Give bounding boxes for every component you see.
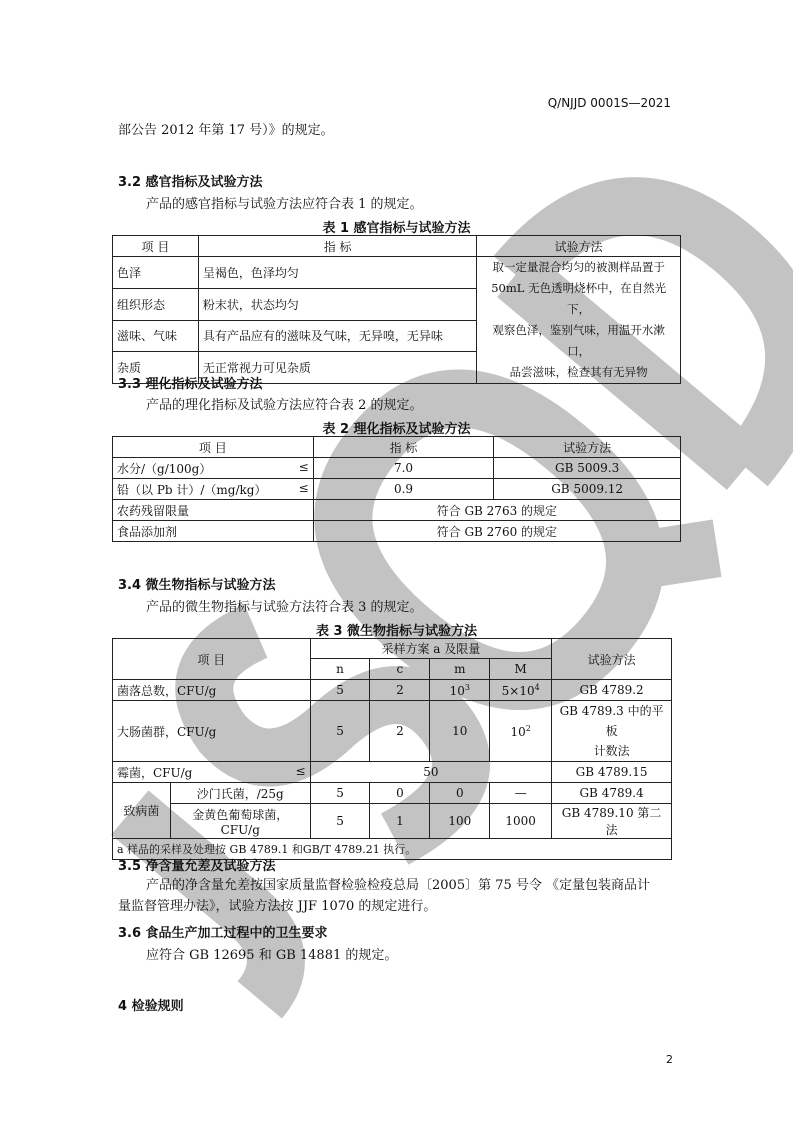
row-item: 食品添加剂	[113, 521, 314, 542]
section-4-heading: 4 检验规则	[118, 999, 184, 1014]
row-item: 杂质	[113, 352, 199, 384]
section-3-4-intro: 产品的微生物指标与试验方法符合表 3 的规定。	[146, 600, 423, 615]
header-method: 试验方法	[552, 639, 672, 680]
M-exponent: 2	[525, 723, 531, 733]
header-sampling-plan: 采样方案 a 及限量	[310, 639, 552, 659]
table-row	[113, 521, 681, 542]
table-row	[113, 680, 672, 701]
table-3-caption: 表 3 微生物指标与试验方法	[315, 624, 478, 639]
header-item: 项 目	[113, 639, 311, 680]
cell-method: GB 4789.15	[552, 762, 672, 783]
cell-M: —	[490, 783, 552, 804]
table-row	[113, 762, 672, 783]
header-item: 项 目	[113, 437, 314, 458]
header-m-lower: m	[430, 659, 490, 680]
header-spec: 指 标	[313, 437, 494, 458]
row-merged-spec: 符合 GB 2763 的规定	[313, 500, 680, 521]
page-number: 2	[666, 1053, 673, 1066]
table-row	[113, 479, 681, 500]
microbial-table	[112, 638, 672, 860]
cell-n: 5	[310, 804, 370, 839]
row-method: GB 5009.12	[494, 479, 681, 500]
method-line: 50mL 无色透明烧杯中，在自然光下，	[491, 281, 667, 316]
cell-M	[490, 701, 552, 762]
cell-m: 100	[430, 804, 490, 839]
section-3-5-line1: 产品的净含量允差按国家质量监督检验检疫总局〔2005〕第 75 号令 《定量包装商品计	[146, 878, 651, 893]
pathogen-group-label: 致病菌	[113, 783, 171, 839]
sensory-method	[477, 257, 681, 384]
row-spec: 7.0	[313, 458, 494, 479]
cell-method: GB 4789.2	[552, 680, 672, 701]
table-row	[113, 257, 681, 289]
section-3-6-text: 应符合 GB 12695 和 GB 14881 的规定。	[146, 948, 398, 963]
section-3-5-line2: 量监督管理办法》，试验方法按 JJF 1070 的规定进行。	[118, 899, 437, 914]
cell-M: 1000	[490, 804, 552, 839]
row-spec: 呈褐色，色泽均匀	[198, 257, 476, 289]
header-item: 项 目	[113, 236, 199, 257]
header-method: 试验方法	[494, 437, 681, 458]
table-2-caption: 表 2 理化指标及试验方法	[322, 422, 471, 437]
m-base: 10	[449, 683, 465, 698]
cell-limit: 50	[310, 762, 552, 783]
item-label: 霉菌，CFU/g	[117, 765, 193, 780]
method-line: 品尝滋味，检查其有无异物	[509, 365, 648, 379]
cell-n: 5	[310, 701, 370, 762]
row-item: 色泽	[113, 257, 199, 289]
cell-c: 2	[370, 680, 430, 701]
section-3-2-heading: 3.2 感官指标及试验方法	[118, 175, 263, 190]
continuation-text: 部公告 2012 年第 17 号）》的规定。	[118, 123, 334, 138]
section-3-3-intro: 产品的理化指标及试验方法应符合表 2 的规定。	[146, 398, 423, 413]
header-spec: 指 标	[198, 236, 476, 257]
document-code: Q/NJJD 0001S—2021	[547, 96, 671, 110]
cell-method	[552, 701, 672, 762]
M-base: 5×10	[501, 683, 535, 698]
table-row	[113, 458, 681, 479]
row-item	[113, 479, 314, 500]
section-3-6-heading: 3.6 食品生产加工过程中的卫生要求	[118, 926, 328, 941]
lte-symbol: ≤	[295, 763, 306, 778]
row-item: 金黄色葡萄球菌，CFU/g	[170, 804, 310, 839]
cell-method: GB 4789.4	[552, 783, 672, 804]
header-n: n	[310, 659, 370, 680]
cell-n: 5	[310, 783, 370, 804]
item-label: 水分/（g/100g）	[117, 461, 212, 476]
table-footnote: a 样品的采样及处理按 GB 4789.1 和GB/T 4789.21 执行。	[113, 839, 672, 860]
row-spec: 0.9	[313, 479, 494, 500]
row-item: 菌落总数，CFU/g	[113, 680, 311, 701]
row-item: 组织形态	[113, 288, 199, 320]
cell-n: 5	[310, 680, 370, 701]
row-item: 农药残留限量	[113, 500, 314, 521]
row-item: 滋味、气味	[113, 320, 199, 352]
cell-m: 10	[430, 701, 490, 762]
header-m-upper: M	[490, 659, 552, 680]
cell-m: 0	[430, 783, 490, 804]
row-spec: 具有产品应有的滋味及气味，无异嗅，无异味	[198, 320, 476, 352]
row-item	[113, 458, 314, 479]
row-item: 大肠菌群，CFU/g	[113, 701, 311, 762]
header-c: c	[370, 659, 430, 680]
table-row	[113, 783, 672, 804]
cell-method: GB 4789.10 第二法	[552, 804, 672, 839]
section-3-3-heading: 3.3 理化指标及试验方法	[118, 377, 263, 392]
table-row	[113, 804, 672, 839]
section-3-5-heading: 3.5 净含量允差及试验方法	[118, 859, 276, 874]
cell-m	[430, 680, 490, 701]
cell-M	[490, 680, 552, 701]
section-3-4-heading: 3.4 微生物指标与试验方法	[118, 578, 276, 593]
method-line: GB 4789.3 中的平板	[559, 704, 664, 738]
row-method: GB 5009.3	[494, 458, 681, 479]
method-line: 观察色泽，鉴别气味，用温开水漱口，	[492, 323, 665, 358]
row-merged-spec: 符合 GB 2760 的规定	[313, 521, 680, 542]
table-row	[113, 500, 681, 521]
method-line: 计数法	[593, 744, 630, 758]
header-method: 试验方法	[477, 236, 681, 257]
method-line: 取一定量混合均匀的被测样品置于	[492, 260, 665, 274]
M-base: 10	[510, 724, 526, 739]
table-header-row	[113, 639, 672, 659]
m-exponent: 3	[464, 682, 470, 692]
cell-c: 1	[370, 804, 430, 839]
cell-c: 0	[370, 783, 430, 804]
physicochemical-table	[112, 436, 681, 542]
item-label: 铅（以 Pb 计）/（mg/kg）	[117, 482, 267, 497]
table-row	[113, 701, 672, 762]
lte-symbol: ≤	[298, 480, 309, 495]
row-item: 沙门氏菌，/25g	[170, 783, 310, 804]
lte-symbol: ≤	[298, 459, 309, 474]
row-spec: 粉末状，状态均匀	[198, 288, 476, 320]
table-header-row	[113, 437, 681, 458]
table-header-row	[113, 236, 681, 257]
sensory-table	[112, 235, 681, 384]
cell-c: 2	[370, 701, 430, 762]
M-exponent: 4	[534, 682, 540, 692]
section-3-2-intro: 产品的感官指标与试验方法应符合表 1 的规定。	[146, 197, 423, 212]
row-spec: 无正常视力可见杂质	[198, 352, 476, 384]
row-item	[113, 762, 311, 783]
table-1-caption: 表 1 感官指标与试验方法	[322, 221, 471, 236]
